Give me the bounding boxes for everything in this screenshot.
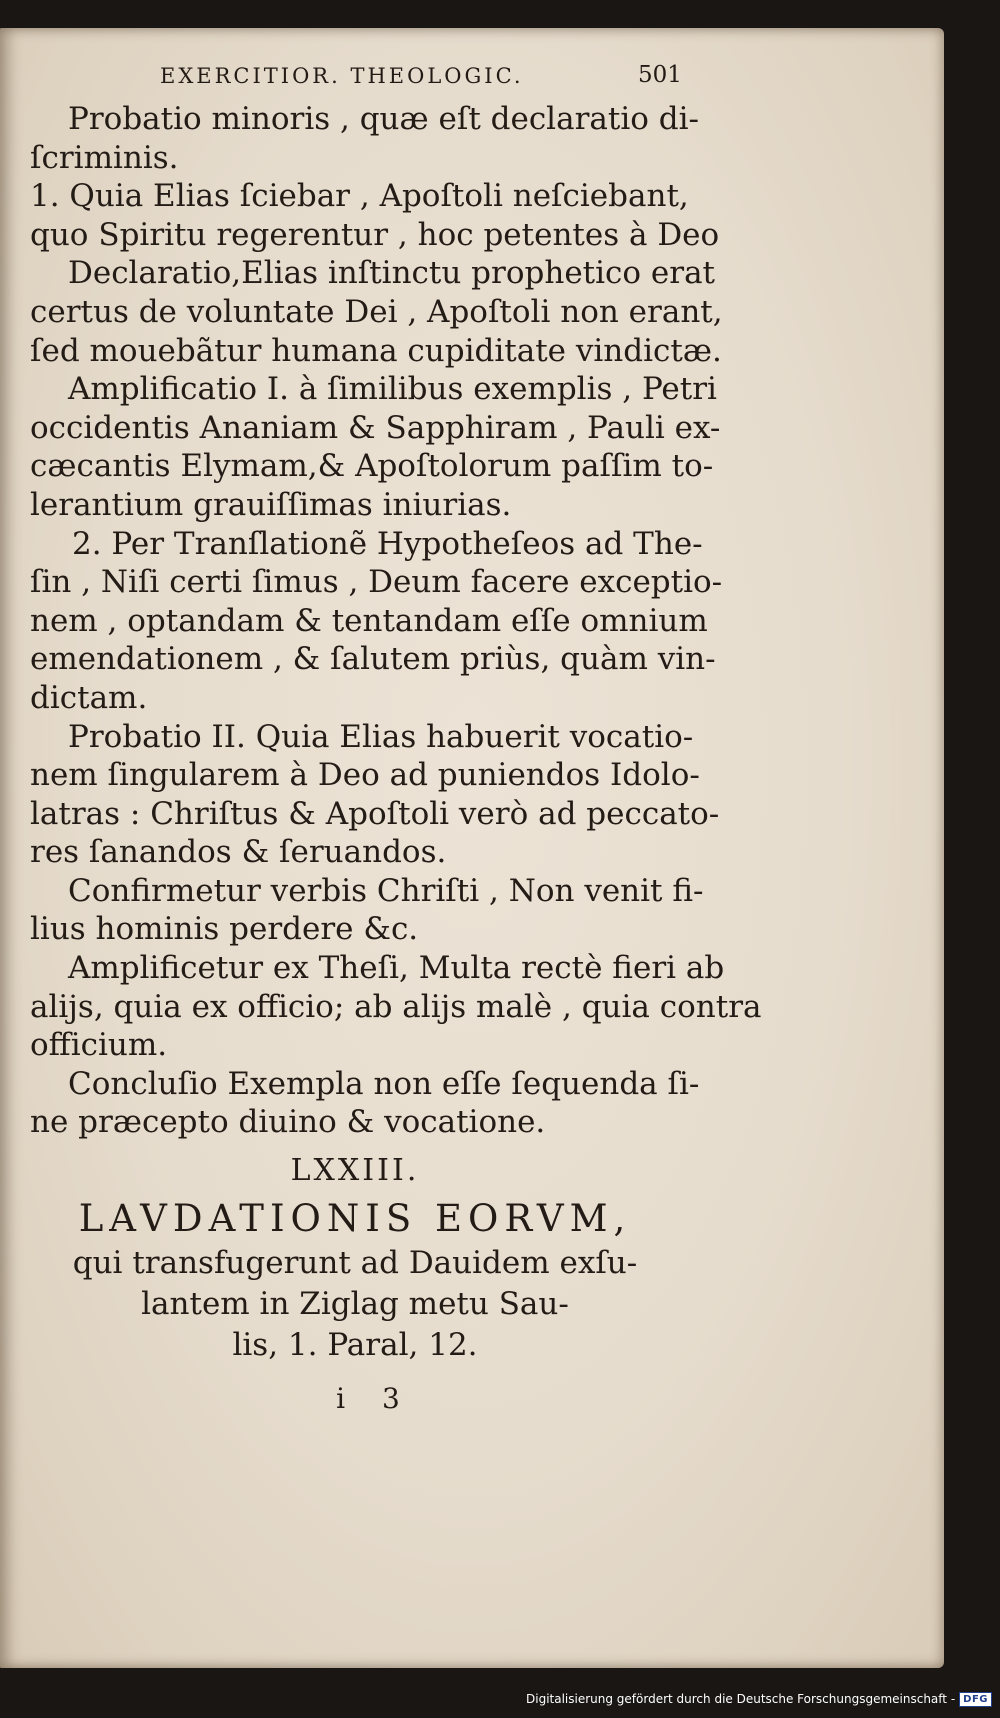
text-line: lerantium grauiſſimas iniurias. [30,486,512,523]
text-line: Probatio II. Quia Elias habuerit vocatio- [68,718,694,755]
footer-text: Digitalisierung gefördert durch die Deutsche Forschungsgemeinschaft - [526,1692,956,1706]
signature-mark: i 3 [336,1381,414,1415]
text-line: alijs, quia ex officio; ab alijs malè , quia contra [30,988,762,1025]
text-line: emendationem , & ſalutem priùs, quàm vin- [30,641,716,678]
text-line: ſed mouebãtur humana cupiditate vindictæ. [30,332,722,369]
text-line: latras : Chriſtus & Apoſtoli verò ad peccato- [30,795,720,832]
text-line: res ſanandos & ſeruandos. [30,834,447,871]
text-line: cæcantis Elymam,& Apoſtolorum paſſim to- [30,448,714,485]
text-line: Concluſio Exempla non eſſe ſequenda ſi- [68,1065,700,1102]
text-line: officium. [30,1027,168,1064]
text-line: ne præcepto diuino & vocatione. [30,1104,546,1141]
main-text [30,100,762,1418]
text-line: Probatio minoris , quæ eſt declaratio di- [68,101,700,137]
text-line: dictam. [30,679,148,716]
running-head [0,64,944,94]
section-subtitle-line: lantem in Ziglag metu Sau- [141,1285,569,1322]
text-line: nem ſingularem à Deo ad puniendos Idolo- [30,757,700,794]
text-line: Confirmetur verbis Chriſti , Non venit fi- [68,872,704,909]
text-line: Amplificatio I. à ſimilibus exemplis , Petri [68,371,717,408]
text-line: 1. Quia Elias ſciebar , Apoſtoli neſciebant, [30,178,689,215]
running-head-title: EXERCITIOR. THEOLOGIC. [160,64,524,88]
text-line: 2. Per Tranſlationẽ Hypotheſeos ad The- [72,525,703,562]
section-subtitle-line: qui transfugerunt ad Dauidem exſu- [72,1244,638,1281]
section-number: LXXIII. [290,1153,420,1189]
section-heading: LAVDATIONIS EORVM, [78,1196,632,1240]
text-line: Declaratio,Elias inſtinctu prophetico erat [68,255,716,292]
text-line: quo Spiritu regerentur , hoc petentes à Deo [30,216,720,253]
text-line: certus de voluntate Dei , Apoſtoli non erant, [30,293,723,330]
page-number: 501 [638,62,682,88]
dfg-logo: DFG [959,1692,992,1707]
text-line: occidentis Ananiam & Sapphiram , Pauli ex- [30,409,721,446]
text-line: ſin , Niſi certi ſimus , Deum facere exceptio- [30,564,723,601]
text-line: ſcriminis. [30,139,179,176]
text-line: lius hominis perdere &c. [30,911,419,948]
section-subtitle-line: lis, 1. Paral, 12. [232,1326,478,1363]
footer-credit [526,1688,992,1710]
text-line: nem , optandam & tentandam eſſe omnium [30,602,708,639]
text-line: Amplificetur ex Theſi, Multa rectè fieri ab [68,950,725,987]
